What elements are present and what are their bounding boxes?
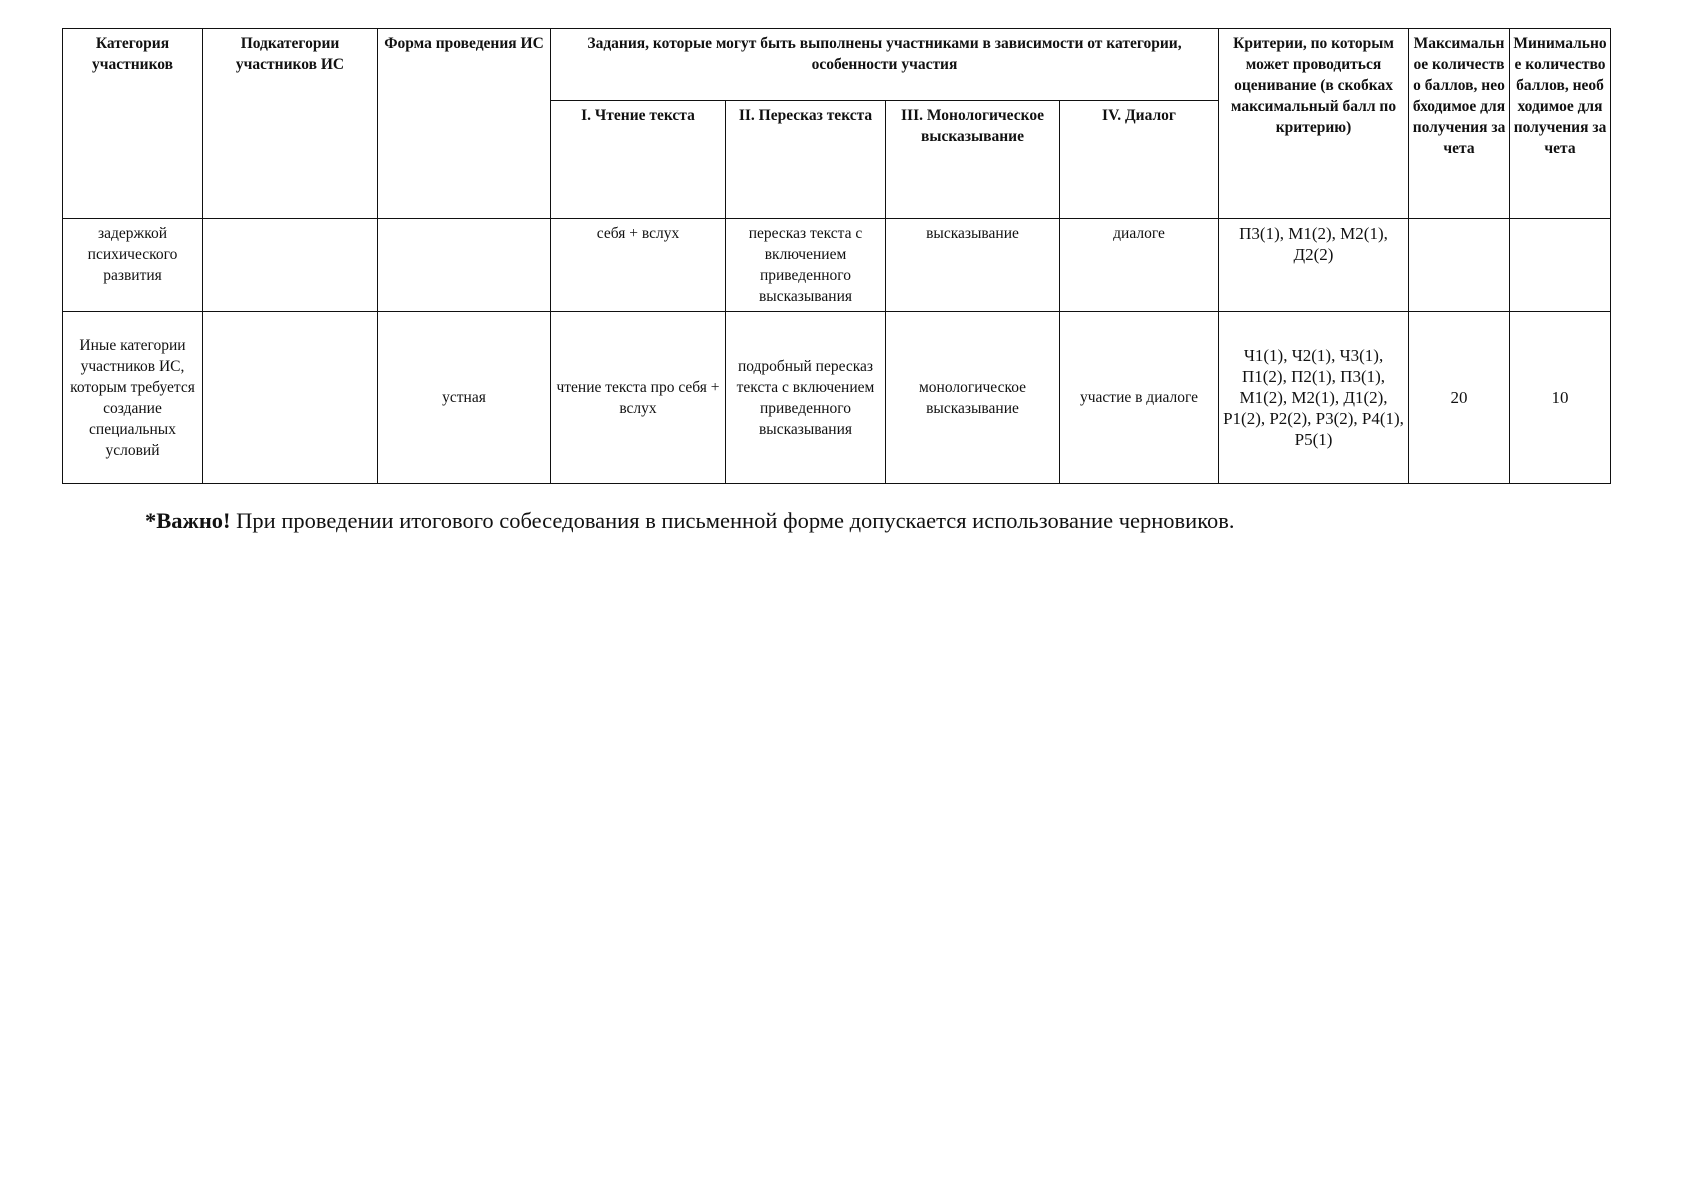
important-note (145, 508, 1235, 534)
cell-task-retelling: подробный пересказ текста с включением приведенного высказывания (726, 312, 886, 484)
cell-form (378, 219, 551, 312)
cell-subcategory (203, 312, 378, 484)
header-task-retelling: II. Пересказ текста (726, 101, 886, 219)
cell-form: устная (378, 312, 551, 484)
header-task-dialogue: IV. Диалог (1060, 101, 1219, 219)
header-task-reading: I. Чтение текста (551, 101, 726, 219)
requirements-table (62, 28, 1611, 484)
cell-task-dialogue: участие в диалоге (1060, 312, 1219, 484)
header-criteria: Критерии, по которым может проводиться оценивание (в скобках максимальный балл по критерию) (1219, 29, 1409, 219)
header-min-score: Минимальное количество баллов, необходимое для получения зачета (1510, 29, 1611, 219)
note-text: При проведении итогового собеседования в письменной форме допускается использование черновиков. (230, 508, 1235, 533)
cell-criteria: П3(1), М1(2), М2(1), Д2(2) (1219, 219, 1409, 312)
cell-task-monologue: высказывание (886, 219, 1060, 312)
note-emphasis: *Важно! (145, 508, 231, 533)
cell-task-retelling: пересказ текста с включением приведенного высказывания (726, 219, 886, 312)
header-task-monologue: III. Монологическое высказывание (886, 101, 1060, 219)
header-form: Форма проведения ИС (378, 29, 551, 219)
cell-criteria: Ч1(1), Ч2(1), Ч3(1), П1(2), П2(1), П3(1), М1(2), М2(1), Д1(2), Р1(2), Р2(2), Р3(2), Р4(1), Р5(1) (1219, 312, 1409, 484)
table-row (63, 219, 1611, 312)
cell-max-score (1409, 219, 1510, 312)
header-max-score: Максимальное количество баллов, необходимое для получения зачета (1409, 29, 1510, 219)
header-tasks: Задания, которые могут быть выполнены участниками в зависимости от категории, особенности участия (551, 29, 1219, 101)
header-category: Категория участников (63, 29, 203, 219)
cell-task-reading: себя + вслух (551, 219, 726, 312)
cell-subcategory (203, 219, 378, 312)
cell-category: задержкой психического развития (63, 219, 203, 312)
cell-min-score: 10 (1510, 312, 1611, 484)
cell-max-score: 20 (1409, 312, 1510, 484)
table-row (63, 312, 1611, 484)
cell-category: Иные категории участников ИС, которым требуется создание специальных условий (63, 312, 203, 484)
cell-task-dialogue: диалоге (1060, 219, 1219, 312)
cell-task-monologue: монологическое высказывание (886, 312, 1060, 484)
cell-task-reading: чтение текста про себя + вслух (551, 312, 726, 484)
header-subcategory: Подкатегории участников ИС (203, 29, 378, 219)
cell-min-score (1510, 219, 1611, 312)
